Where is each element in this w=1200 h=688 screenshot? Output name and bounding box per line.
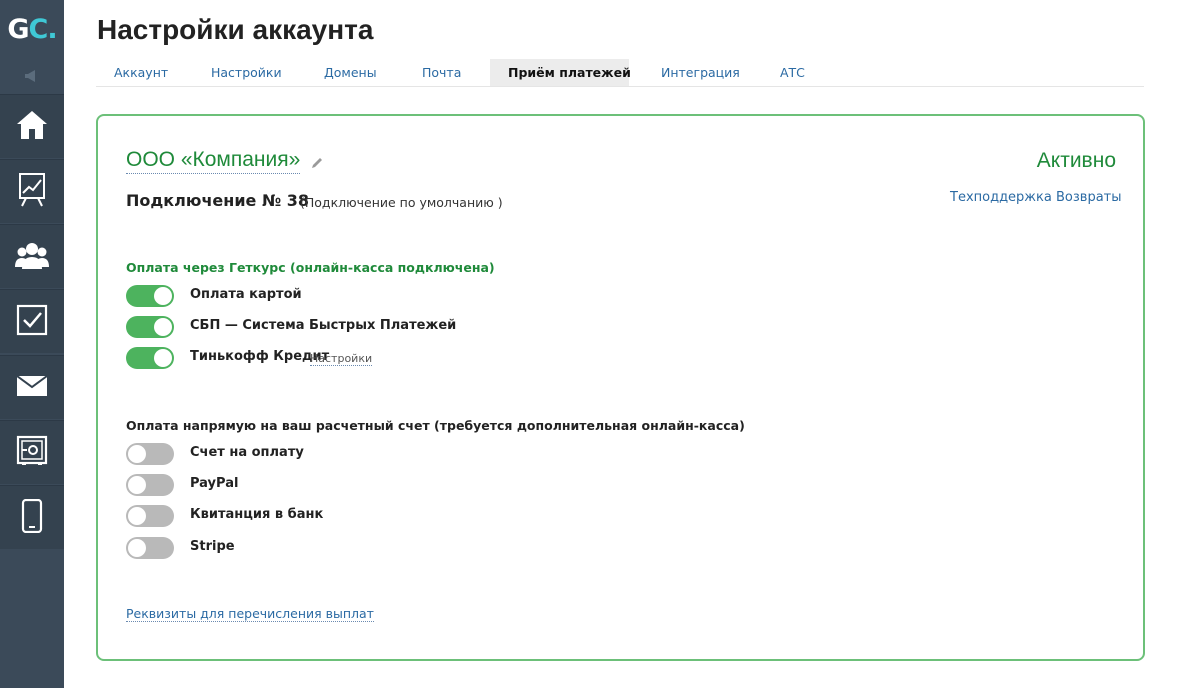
- sidebar-item-tasks[interactable]: [0, 289, 64, 353]
- tab-domains[interactable]: Домены: [324, 65, 377, 80]
- option-label: Тинькофф Кредит: [190, 349, 330, 364]
- support-link[interactable]: Техподдержка: [950, 190, 1052, 205]
- payment-connection-card: [96, 114, 1145, 661]
- company-name[interactable]: ООО «Компания»: [126, 148, 300, 174]
- option-label: Оплата картой: [190, 287, 302, 302]
- paypal-toggle[interactable]: [126, 474, 174, 496]
- safe-icon: [16, 435, 48, 471]
- tasks-icon: [16, 304, 48, 340]
- connection-title: Подключение № 38: [126, 191, 310, 210]
- returns-link[interactable]: Возвраты: [1056, 190, 1122, 205]
- option-label: PayPal: [190, 476, 239, 491]
- home-icon: [15, 109, 49, 145]
- logo-c: C: [28, 13, 48, 45]
- tab-settings[interactable]: Настройки: [211, 65, 282, 80]
- sbp-toggle[interactable]: [126, 316, 174, 338]
- tab-bar: [96, 59, 1144, 87]
- option-label: СБП — Система Быстрых Платежей: [190, 318, 457, 333]
- status-badge: Активно: [1036, 149, 1116, 172]
- option-label: Счет на оплату: [190, 445, 304, 460]
- phone-icon: [21, 499, 43, 537]
- tinkoff-credit-toggle[interactable]: [126, 347, 174, 369]
- stripe-toggle[interactable]: [126, 537, 174, 559]
- mail-icon: [16, 375, 48, 401]
- getcourse-section-title: Оплата через Геткурс (онлайн-касса подключена): [126, 260, 495, 275]
- sidebar-item-users[interactable]: [0, 224, 64, 288]
- tab-pbx[interactable]: АТС: [780, 65, 805, 80]
- logo-g: G: [7, 13, 29, 45]
- main-content: [64, 0, 1200, 688]
- payout-details-link[interactable]: Реквизиты для перечисления выплат: [126, 606, 374, 621]
- direct-section-title: Оплата напрямую на ваш расчетный счет (требуется дополнительная онлайн-касса): [126, 418, 745, 433]
- logo-dot: .: [47, 13, 57, 45]
- pencil-icon[interactable]: [310, 155, 324, 174]
- tinkoff-settings-link[interactable]: Настройки: [310, 352, 373, 365]
- invoice-toggle[interactable]: [126, 443, 174, 465]
- sidebar-item-safe[interactable]: [0, 420, 64, 484]
- users-icon: [15, 241, 49, 273]
- sidebar-item-sales[interactable]: [0, 159, 64, 223]
- sidebar-item-mobile[interactable]: [0, 485, 64, 549]
- card-payment-toggle[interactable]: [126, 285, 174, 307]
- tab-integration[interactable]: Интеграция: [661, 65, 740, 80]
- page-title: Настройки аккаунта: [97, 14, 374, 45]
- option-label: Stripe: [190, 539, 235, 554]
- tab-payments[interactable]: Приём платежей: [490, 59, 629, 86]
- connection-default-note: (Подключение по умолчанию ): [300, 195, 503, 210]
- sidebar: [0, 0, 64, 688]
- megaphone-icon[interactable]: [0, 62, 64, 90]
- bank-receipt-toggle[interactable]: [126, 505, 174, 527]
- option-label: Квитанция в банк: [190, 507, 324, 522]
- chart-icon: [18, 172, 46, 212]
- sidebar-item-mail[interactable]: [0, 355, 64, 419]
- sidebar-item-home[interactable]: [0, 94, 64, 158]
- tab-mail[interactable]: Почта: [422, 65, 462, 80]
- logo[interactable]: [0, 0, 64, 58]
- tab-account[interactable]: Аккаунт: [114, 65, 169, 80]
